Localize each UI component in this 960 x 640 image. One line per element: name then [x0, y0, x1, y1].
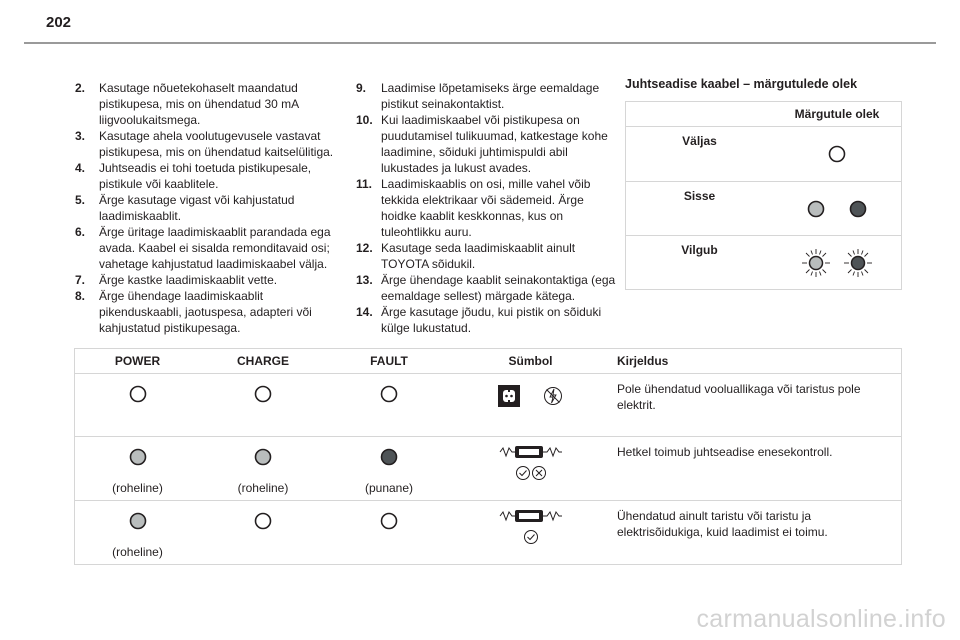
col-header-power: POWER: [75, 349, 201, 374]
cable-unit-icon: [499, 443, 563, 483]
safety-list-right: [356, 80, 618, 336]
status-table-title: Juhtseadise kaabel – märgutulede olek: [625, 77, 858, 91]
list-item: 8. Ärge ühendage laadimiskaablit pikenduskaabli, jaotuspesa, adapteri või kahjustatud pistikupesaga.: [75, 289, 312, 335]
lamp-off-icon: [379, 511, 399, 531]
status-label-off: Väljas: [626, 127, 774, 182]
lamp-on-dark-icon: [848, 199, 868, 219]
socket-icon: [497, 384, 521, 408]
lamp-color-note: (punane): [364, 481, 414, 495]
lamp-off-icon: [379, 384, 399, 404]
list-item: 11. Laadimiskaablis on osi, mille vahel võib tekkida elektrikaar või sädemeid. Ärge hoidke kaablit keskkonnas, kus on tuleohtlikku auru.: [356, 177, 591, 239]
table-row: [75, 437, 902, 501]
lamp-off-icon: [827, 144, 847, 164]
safety-list-left: [75, 80, 337, 336]
lamp-on-light-icon: [253, 447, 273, 467]
list-item: 7. Ärge kastke laadimiskaablit vette.: [75, 273, 278, 287]
col-header-description: Kirjeldus: [609, 349, 902, 374]
page-number: 202: [46, 14, 72, 31]
lamp-on-light-icon: [128, 511, 148, 531]
lamp-blink-icon: [843, 248, 873, 278]
list-item: 9. Laadimise lõpetamiseks ärge eemaldage pistikut seinakontaktist.: [356, 81, 600, 111]
lamp-color-note: (roheline): [112, 545, 163, 559]
row-description: Ühendatud ainult taristu või taristu ja elektrisõidukiga, kuid laadimist ei toimu.: [609, 501, 902, 565]
lamp-off-icon: [253, 511, 273, 531]
col-header-charge: CHARGE: [200, 349, 326, 374]
no-power-icon: [542, 385, 564, 407]
col-header-symbol: Sümbol: [452, 349, 609, 374]
table-row: [75, 501, 902, 565]
lamp-off-icon: [253, 384, 273, 404]
lamp-color-note: (roheline): [237, 481, 289, 495]
lamp-on-dark-icon: [379, 447, 399, 467]
cable-unit-icon: [499, 507, 563, 547]
list-item: 6. Ärge üritage laadimiskaablit parandada ega avada. Kaabel ei sisalda remonditavaid osi; vahetage kahjustatud laadimiskaabel välja.: [75, 225, 331, 271]
lamp-on-light-icon: [806, 199, 826, 219]
lamp-on-light-icon: [128, 447, 148, 467]
row-description: Hetkel toimub juhtseadise enesekontroll.: [609, 437, 902, 501]
indicator-table: [74, 348, 902, 565]
col-header-fault: FAULT: [326, 349, 452, 374]
list-item: 13. Ärge ühendage kaablit seinakontaktiga (ega eemaldage sellest) märgade kätega.: [356, 273, 616, 303]
watermark: carmanualsonline.info: [696, 605, 946, 633]
list-item: 12. Kasutage seda laadimiskaablit ainult TOYOTA sõidukil.: [356, 241, 576, 271]
list-item: 14. Ärge kasutage jõudu, kui pistik on sõiduki külge lukustatud.: [356, 305, 602, 335]
header-rule: [24, 42, 936, 44]
table-row: [75, 374, 902, 437]
status-header: Märgutule olek: [773, 102, 902, 127]
list-item: 4. Juhtseadis ei tohi toetuda pistikupesale, pistikule või kaablitele.: [75, 161, 312, 191]
row-description: Pole ühendatud vooluallikaga või taristus pole elektrit.: [609, 374, 902, 437]
list-item: 2. Kasutage nõuetekohaselt maandatud pistikupesa, mis on ühendatud 30 mA liigvoolukaitsmega.: [75, 81, 299, 127]
lamp-blink-icon: [801, 248, 831, 278]
list-item: 5. Ärge kasutage vigast või kahjustatud laadimiskaablit.: [75, 193, 295, 223]
lamp-off-icon: [128, 384, 148, 404]
status-label-blink: Vilgub: [626, 236, 774, 290]
lamp-color-note: (roheline): [112, 481, 163, 495]
lamp-status-table: [625, 101, 902, 290]
list-item: 3. Kasutage ahela voolutugevusele vastavat pistikupesa, mis on ühendatud kaitselülitiga.: [75, 129, 334, 159]
list-item: 10. Kui laadimiskaabel või pistikupesa on puudutamisel tulikuumad, katkestage kohe laadimine, sõiduki juhtimispuldi abil lukustades ja lukust avades.: [356, 113, 608, 175]
status-label-on: Sisse: [626, 182, 774, 236]
